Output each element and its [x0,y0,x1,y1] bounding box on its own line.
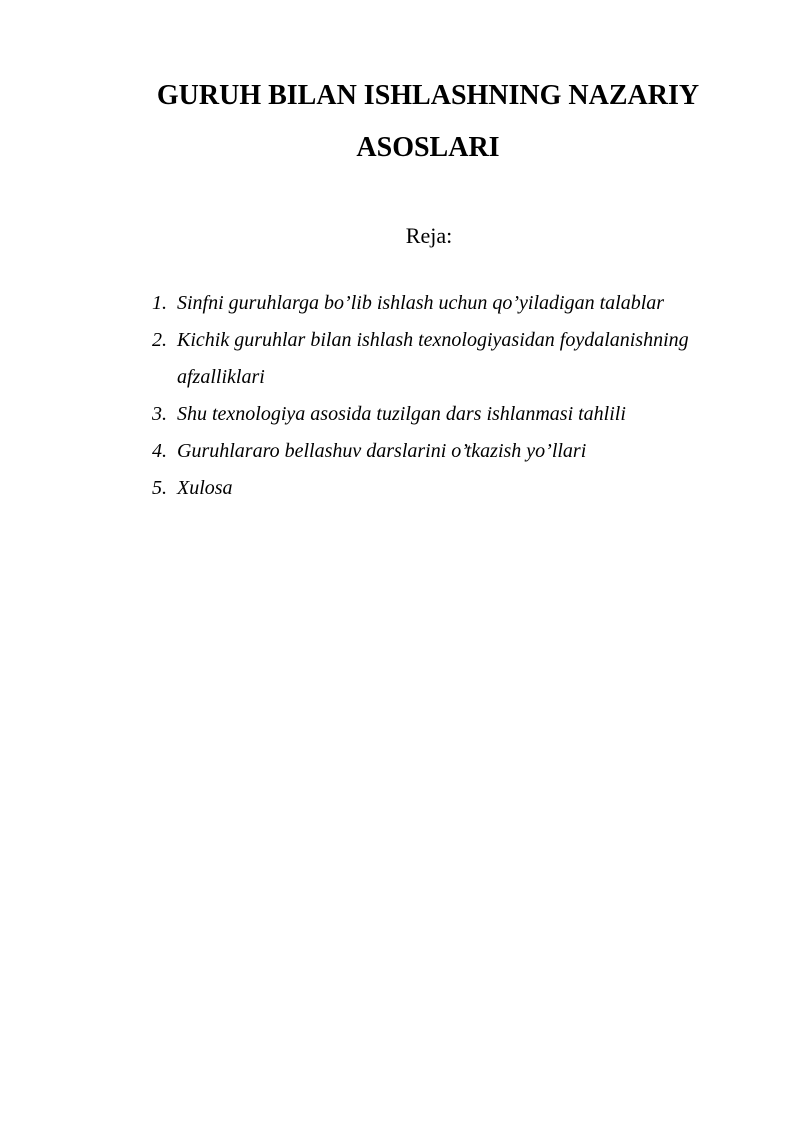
plan-item-text: Sinfni guruhlarga bo’lib ishlash uchun qo’yiladigan talablar [177,292,665,314]
plan-item-text: Kichik guruhlar bilan ishlash texnologiyasidan foydalanishning afzalliklari [177,329,689,388]
plan-item-4 [148,433,748,470]
plan-item-3 [148,396,748,433]
plan-item-number: 1. [152,292,167,314]
document-title [120,70,736,174]
plan-item-5 [148,470,748,507]
plan-item-number: 3. [152,403,167,425]
plan-item-number: 5. [152,477,167,499]
plan-item-text: Shu texnologiya asosida tuzilgan dars ishlanmasi tahlili [177,403,626,425]
plan-item-2 [148,322,748,396]
document-title-line-1: GURUH BILAN ISHLASHNING NAZARIY [156,80,700,111]
plan-item-1 [148,285,748,322]
plan-item-text: Guruhlararo bellashuv darslarini o’tkazish yo’llari [177,440,587,462]
plan-item-number: 4. [152,440,167,462]
plan-item-text: Xulosa [177,477,233,499]
plan-heading: Reja: [405,223,453,248]
plan-list [148,285,748,507]
document-title-line-2: ASOSLARI [356,132,500,163]
plan-item-number: 2. [152,329,167,351]
